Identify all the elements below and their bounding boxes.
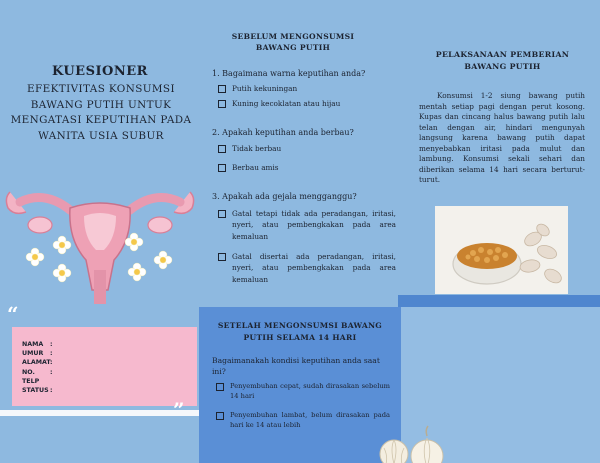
implementation-title: [420, 49, 585, 73]
cover-subtitle: [6, 82, 196, 144]
checkbox-icon[interactable]: [218, 210, 226, 218]
identity-field-address[interactable]: [22, 358, 60, 367]
divider: [0, 410, 200, 416]
field-colon: :: [50, 359, 53, 367]
checkbox-icon[interactable]: [218, 145, 226, 153]
question-1: 1. Bagaimana warna keputihan anda?: [212, 69, 366, 78]
option-q1-b[interactable]: [218, 98, 396, 109]
uterus-illustration: [0, 180, 200, 305]
cover-subtitle-line: EFEKTIVITAS KONSUMSI: [27, 83, 175, 95]
cover-title: KUESIONER: [52, 64, 148, 79]
garlic-icon: [372, 418, 457, 463]
question-3: 3. Apakah ada gejala mengganggu?: [212, 192, 357, 201]
checkbox-icon[interactable]: [216, 383, 224, 391]
identity-field-name[interactable]: [22, 340, 60, 349]
implementation-title-line: BAWANG PUTIH: [464, 62, 541, 71]
before-title: [213, 31, 373, 53]
field-label: ALAMAT: [22, 359, 51, 367]
checkbox-icon[interactable]: [218, 253, 226, 261]
checkbox-icon[interactable]: [218, 85, 226, 93]
field-label: STATUS: [22, 387, 49, 395]
option-label: Kuning kecoklatan atau hijau: [232, 99, 341, 108]
field-label: UMUR: [22, 350, 44, 358]
option-q3-b[interactable]: [218, 251, 396, 285]
checkbox-icon[interactable]: [216, 412, 224, 420]
checkbox-icon[interactable]: [218, 100, 226, 108]
implementation-body: Konsumsi 1-2 siung bawang putih mentah setiap pagi dengan perut kosong. Kupas dan cincang halus bawang putih lalu telan dengan air, hindari mengunyah langsung karena bawang putih dapat menyebabkan iritasi pada mulut dan lambung. Konsumsi sekali sehari dan diberikan selama 14 hari secara berturut-turut.: [419, 91, 585, 184]
identity-field-phone[interactable]: [22, 368, 60, 386]
cover-subtitle-line: MENGATASI KEPUTIHAN PADA: [10, 114, 192, 126]
quote-open-icon: “: [7, 302, 19, 326]
option-label: Putih kekuningan: [232, 84, 298, 93]
cover-subtitle-line: BAWANG PUTIH UNTUK: [30, 98, 172, 111]
option-label: Berbau amis: [232, 163, 279, 172]
checkbox-icon[interactable]: [218, 164, 226, 172]
field-colon: :: [50, 341, 53, 348]
implementation-title-line: PELAKSANAAN PEMBERIAN: [435, 50, 570, 59]
option-label: Gatal disertai ada peradangan, iritasi, nyeri, atau pembengkakan pada area kemaluan: [232, 252, 396, 284]
after-title-line: SETELAH MENGONSUMSI BAWANG: [217, 321, 383, 330]
field-label: NAMA: [22, 341, 44, 348]
option-label: Penyembuhan lambat, belum dirasakan pada hari ke 14 atau lebih: [230, 411, 390, 429]
cover-subtitle-line: WANITA USIA SUBUR: [38, 129, 164, 142]
option-after-a[interactable]: [216, 381, 390, 401]
identity-fields: [22, 340, 60, 395]
before-title-line: BAWANG PUTIH: [255, 43, 331, 52]
option-q2-b[interactable]: [218, 162, 396, 173]
option-q3-a[interactable]: [218, 208, 396, 242]
option-label: Gatal tetapi tidak ada peradangan, iritasi, nyeri, atau pembengkakan pada area kemaluan: [232, 209, 396, 241]
accent-band: [398, 295, 600, 307]
after-title-line: PUTIH SELAMA 14 HARI: [243, 333, 357, 342]
garlic-bowl-photo: [435, 206, 568, 294]
field-label: NO. TELP: [22, 368, 40, 385]
question-2: 2. Apakah keputihan anda berbau?: [212, 128, 354, 137]
identity-field-age[interactable]: [22, 349, 60, 358]
after-title: [210, 320, 390, 344]
option-label: Tidak berbau: [232, 144, 282, 153]
option-label: Penyembuhan cepat, sudah dirasakan sebelum 14 hari: [230, 382, 390, 400]
identity-field-status[interactable]: [22, 386, 60, 395]
option-q1-a[interactable]: [218, 83, 396, 94]
field-colon: :: [50, 350, 53, 358]
field-colon: :: [50, 387, 53, 395]
before-title-line: SEBELUM MENGONSUMSI: [231, 32, 355, 41]
field-colon: :: [50, 368, 53, 376]
option-q2-a[interactable]: [218, 143, 396, 154]
option-after-b[interactable]: [216, 410, 390, 430]
after-question: Bagaimanakah kondisi keputihan anda saat ini?: [212, 356, 380, 376]
